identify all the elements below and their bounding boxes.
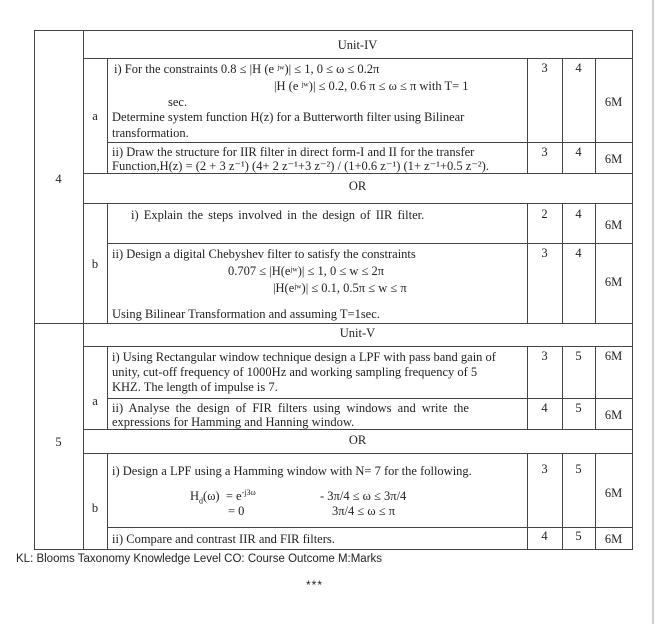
- question-text: Function,H(z) = (2 + 3 z⁻¹) (4+ 2 z⁻¹+3 z⁻²) / (1+0.6 z⁻¹) (1+ z⁻¹+0.5 z⁻²).: [112, 159, 489, 173]
- marks-value: 6M: [604, 218, 623, 232]
- question-text: ii) Design a digital Chebyshev filter to satisfy the constraints: [112, 247, 416, 261]
- question-text: |H(eʲʷ)| ≤ 0.1, 0.5π ≤ w ≤ π: [273, 281, 407, 295]
- row-divider: [83, 346, 632, 347]
- row-divider: [83, 173, 632, 174]
- co-value: 5: [575, 529, 582, 543]
- table-right-border: [632, 30, 633, 550]
- marks-value: 6M: [604, 152, 623, 166]
- question-text: ii) Draw the structure for IIR filter in direct form-I and II for the transfer: [112, 145, 475, 159]
- table-left-border: [34, 30, 35, 550]
- kl-value: 4: [541, 529, 548, 543]
- question-text: Determine system function H(z) for a Butterworth filter using Bilinear: [112, 110, 465, 124]
- kl-value: 4: [541, 401, 548, 415]
- co-value: 4: [575, 246, 582, 260]
- equation-right: - 3π/4 ≤ ω ≤ 3π/4: [320, 489, 407, 503]
- co-value: 4: [575, 145, 582, 159]
- co-value: 4: [575, 61, 582, 75]
- marks-value: 6M: [604, 532, 623, 546]
- question-text: i) Explain the steps involved in the design of IIR filter.: [131, 208, 425, 222]
- question-text: i) Using Rectangular window technique design a LPF with pass band gain of: [112, 350, 496, 364]
- legend-note: KL: Blooms Taxonomy Knowledge Level CO: Course Outcome M:Marks: [16, 553, 383, 565]
- co-value: 5: [575, 462, 582, 476]
- column-divider: [107, 453, 108, 550]
- kl-value: 3: [541, 462, 548, 476]
- question-text: KHZ. The length of impulse is 7.: [112, 380, 278, 394]
- column-divider: [107, 58, 108, 173]
- kl-value: 3: [541, 349, 548, 363]
- marks-value: 6M: [604, 486, 623, 500]
- column-divider: [107, 346, 108, 429]
- row-divider: [83, 203, 632, 204]
- kl-value: 3: [541, 145, 548, 159]
- question-number: 4: [55, 172, 62, 186]
- row-divider: [107, 243, 632, 244]
- equation-right: 3π/4 ≤ ω ≤ π: [332, 504, 396, 518]
- row-divider: [83, 453, 632, 454]
- co-value: 5: [575, 401, 582, 415]
- question-text: expressions for Hamming and Hanning window.: [112, 415, 355, 429]
- kl-value: 3: [541, 61, 548, 75]
- marks-value: 6M: [604, 95, 623, 109]
- question-text: |H (e ʲʷ)| ≤ 0.2, 0.6 π ≤ ω ≤ π with T= 1: [274, 79, 469, 93]
- question-text: unity, cut-off frequency of 1000Hz and working sampling frequency of 5: [112, 365, 478, 379]
- row-divider: [107, 142, 632, 143]
- column-divider: [562, 203, 563, 323]
- part-label: a: [92, 109, 98, 123]
- table-bottom-border: [34, 549, 632, 550]
- co-value: 4: [575, 207, 582, 221]
- unit-title: Unit-IV: [337, 38, 378, 52]
- row-divider: [83, 58, 632, 59]
- table-top-border: [34, 30, 632, 31]
- or-label: OR: [348, 433, 367, 447]
- row-divider: [107, 527, 632, 528]
- question-text: transformation.: [112, 126, 189, 140]
- equation-left: $H_d(\omega) = e^{-j3\omega}$: [190, 487, 256, 506]
- question-number: 5: [55, 435, 62, 449]
- marks-value: 6M: [604, 275, 623, 289]
- co-value: 5: [575, 349, 582, 363]
- part-label: b: [91, 501, 99, 515]
- column-divider: [527, 203, 528, 323]
- question-text: i) Design a LPF using a Hamming window with N= 7 for the following.: [112, 464, 472, 478]
- part-label: a: [92, 394, 98, 408]
- row-divider: [107, 398, 632, 399]
- column-divider: [107, 203, 108, 323]
- unit-title: Unit-V: [339, 326, 376, 340]
- page-edge: [652, 0, 654, 624]
- kl-value: 3: [541, 246, 548, 260]
- end-of-paper-mark: ***: [306, 578, 324, 592]
- kl-value: 2: [541, 207, 548, 221]
- question-text: Using Bilinear Transformation and assuming T=1sec.: [112, 307, 380, 321]
- question-text: ii) Analyse the design of FIR filters using windows and write the: [112, 401, 469, 415]
- question-text: 0.707 ≤ |H(eʲʷ)| ≤ 1, 0 ≤ w ≤ 2π: [228, 264, 385, 278]
- marks-value: 6M: [604, 349, 623, 363]
- row-divider: [83, 429, 632, 430]
- part-label: b: [91, 257, 99, 271]
- question-text: sec.: [168, 95, 188, 109]
- marks-value: 6M: [604, 408, 623, 422]
- or-label: OR: [348, 179, 367, 193]
- question-text: i) For the constraints 0.8 ≤ |H (e ʲʷ)| ≤ 1, 0 ≤ ω ≤ 0.2π: [114, 62, 380, 76]
- equation-left: = 0: [228, 504, 245, 518]
- column-divider: [83, 30, 84, 550]
- row-divider: [34, 323, 632, 324]
- question-text: ii) Compare and contrast IIR and FIR filters.: [112, 532, 335, 546]
